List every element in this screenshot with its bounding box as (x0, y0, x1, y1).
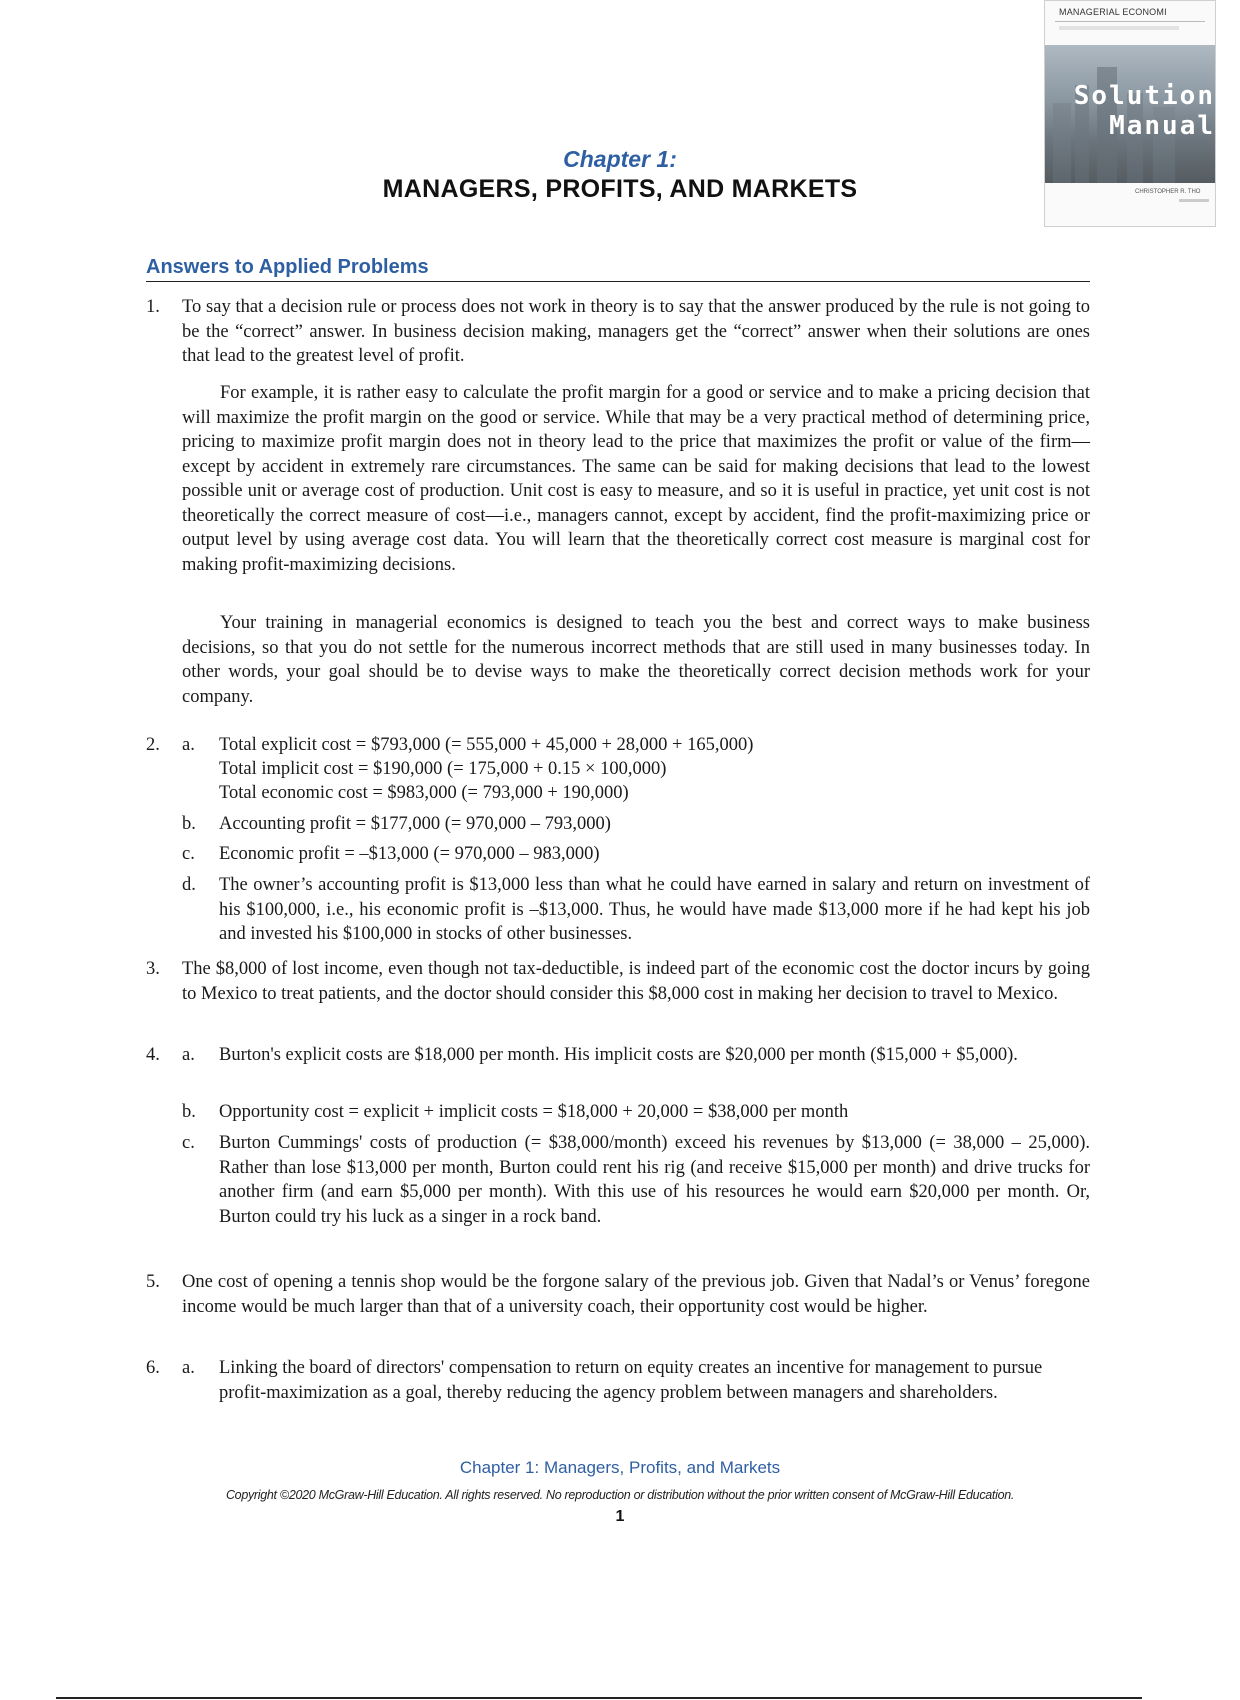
problem-3-number: 3. (146, 959, 160, 979)
problem-5-text: One cost of opening a tennis shop would be the forgone salary of the previous job. Given that Nadal’s or Venus’ foregone income would be much larger than that of a university coach, their opportunity cost would be higher. (182, 1272, 1090, 1317)
problem-2a-line-3: Total economic cost = $983,000 (= 793,000 + 190,000) (219, 783, 629, 803)
cover-title-line2: Manual (1109, 111, 1215, 141)
problem-6a-label: a. (182, 1358, 195, 1378)
cover-subtitle-bar (1059, 26, 1179, 30)
bottom-divider (56, 1697, 1142, 1699)
chapter-label: Chapter 1: (563, 146, 677, 172)
problem-4b-text: Opportunity cost = explicit + implicit costs = $18,000 + 20,000 = $38,000 per month (219, 1102, 849, 1122)
problem-2d-text: The owner’s accounting profit is $13,000 less than what he could have earned in salary and return on investment of his $100,000, i.e., his economic profit is –$13,000. Thus, he would have made $13,000 more if he had kept his job and invested his $100,000 in stocks of other businesses. (219, 875, 1090, 944)
problem-2-number: 2. (146, 735, 160, 755)
problem-1-paragraph-2: For example, it is rather easy to calculate the profit margin for a good or service and to make a pricing decision that will maximize the profit margin on the good or service. While that may be a very practical method of determining price, pricing to maximize profit margin does not in theory lead to the price that maximizes the profit or value of the firm—except by accident in extremely rare circumstances. The same can be said for making decisions that lead to the lowest possible unit or average cost of production. Unit cost is easy to measure, and so it is useful in practice, yet unit cost is not theoretically the correct measure of cost—i.e., managers cannot, except by accident, find the profit-maximizing price or output level by using average cost data. You will learn that the theoretically correct cost measure is marginal cost for making profit-maximizing decisions. (182, 383, 1090, 575)
problem-1-number: 1. (146, 297, 160, 317)
problem-2c-label: c. (182, 844, 195, 864)
problem-6-number: 6. (146, 1358, 160, 1378)
problem-5-number: 5. (146, 1272, 160, 1292)
problem-4c-text: Burton Cummings' costs of production (= $38,000/month) exceed his revenues by $13,000 (= 38,000 – 25,000). Rather than lose $13,000 per month, Burton could rent his rig (and receive $15,000 per month) and drive trucks for another firm (and earn $5,000 per month). With this use of his resources he would earn $20,000 per month. Or, Burton could try his luck as a singer in a rock band. (219, 1133, 1090, 1227)
problem-2a-label: a. (182, 735, 195, 755)
problem-2b-text: Accounting profit = $177,000 (= 970,000 – 793,000) (219, 814, 611, 834)
problem-3-text: The $8,000 of lost income, even though not tax-deductible, is indeed part of the economic cost the doctor incurs by going to Mexico to treat patients, and the doctor should consider this $8,000 cost in making her decision to travel to Mexico. (182, 959, 1090, 1004)
problem-4c-label: c. (182, 1133, 195, 1153)
footer-chapter-title: Chapter 1: Managers, Profits, and Markets (459, 1458, 781, 1477)
problem-2b-label: b. (182, 814, 196, 834)
section-heading: Answers to Applied Problems (146, 256, 1090, 282)
page-number: 1 (615, 1508, 625, 1525)
cover-series: MANAGERIAL ECONOMI (1059, 7, 1167, 17)
problem-1-paragraph-1: To say that a decision rule or process does not work in theory is to say that the answer produced by the rule is not going to be the “correct” answer. In business decision making, managers get the “correct” answer when their solutions are ones that lead to the greatest level of profit. (182, 297, 1090, 366)
problem-2c-text: Economic profit = –$13,000 (= 970,000 – 983,000) (219, 844, 600, 864)
problem-1-paragraph-3: Your training in managerial economics is designed to teach you the best and correct ways to make business decisions, so that you do not settle for the numerous incorrect methods that are still used in many businesses today. In other words, your goal should be to devise ways to make the theoretically correct decision methods work for your company. (182, 613, 1090, 707)
problem-6a-text: Linking the board of directors' compensation to return on equity creates an incentive for management to pursue profit-maximization as a goal, thereby reducing the agency problem between managers and shareholders. (219, 1358, 1043, 1403)
cover-author: CHRISTOPHER R. THO (1135, 189, 1201, 195)
problem-2a-line-1: Total explicit cost = $793,000 (= 555,000 + 45,000 + 28,000 + 165,000) (219, 735, 754, 755)
cover-title-line1: Solution (1073, 81, 1215, 111)
cover-rule (1055, 21, 1205, 22)
problem-4-number: 4. (146, 1045, 160, 1065)
cover-title (1065, 81, 1219, 141)
problem-2d-label: d. (182, 875, 196, 895)
chapter-title: MANAGERS, PROFITS, AND MARKETS (382, 175, 858, 203)
footer-copyright: Copyright ©2020 McGraw-Hill Education. All rights reserved. No reproduction or distribution without the prior written consent of McGraw-Hill Education. (225, 1488, 1015, 1502)
problem-2a-line-2: Total implicit cost = $190,000 (= 175,000 + 0.15 × 100,000) (219, 759, 667, 779)
problem-4a-text: Burton's explicit costs are $18,000 per month. His implicit costs are $20,000 per month ($15,000 + $5,000). (219, 1045, 1018, 1065)
problem-4b-label: b. (182, 1102, 196, 1122)
problem-4a-label: a. (182, 1045, 195, 1065)
